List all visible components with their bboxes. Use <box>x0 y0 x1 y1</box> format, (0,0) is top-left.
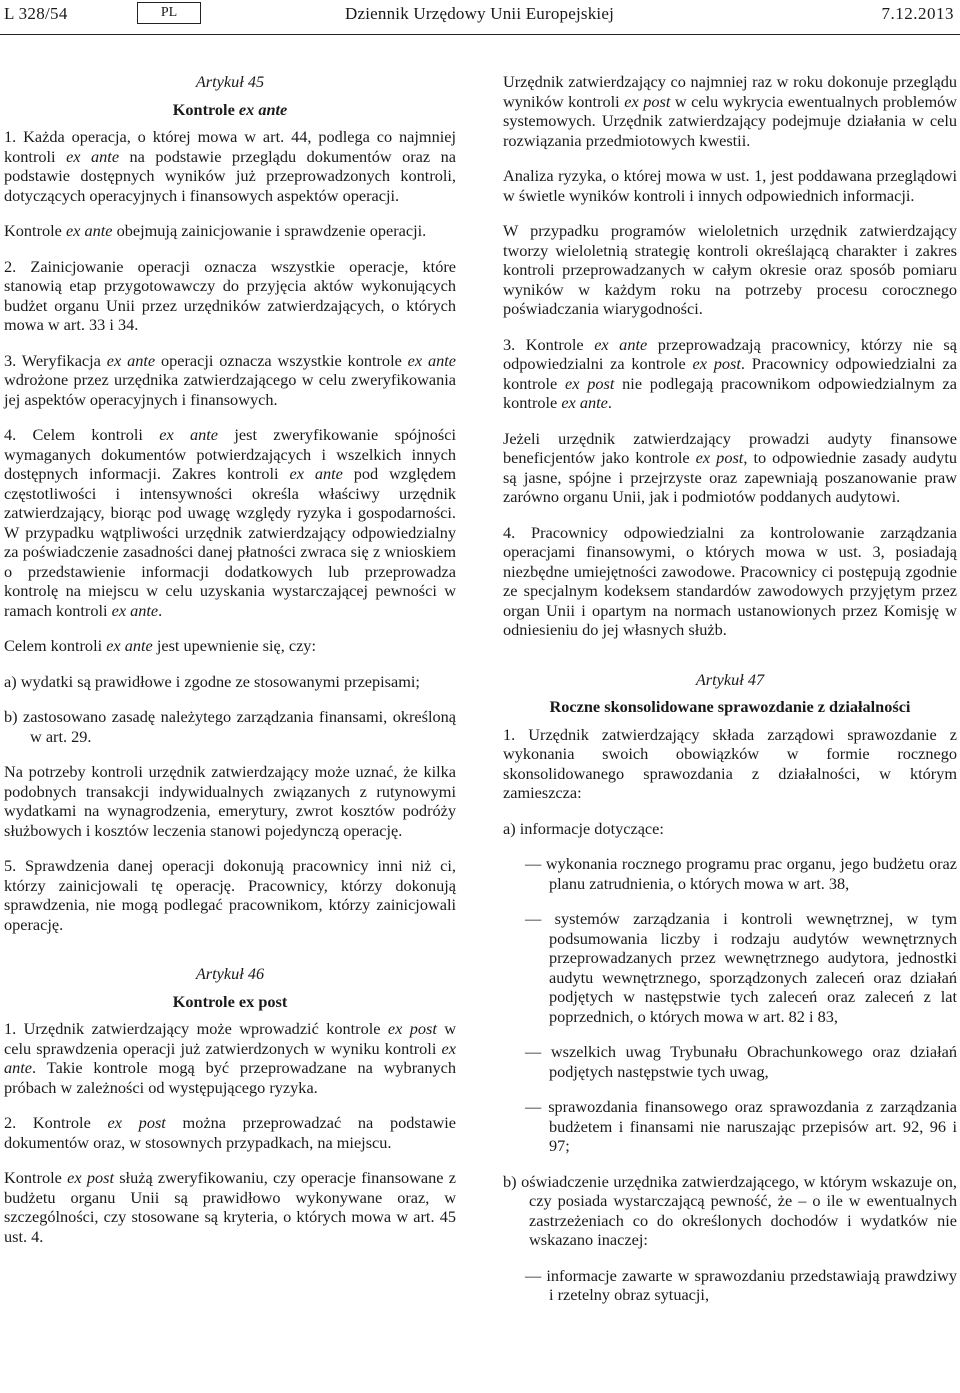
art45-para-8: 5. Sprawdzenia danej operacji dokonują pracownicy inni niż ci, którzy zainicjowali tę operację. Pracownicy, którzy dokonują sprawdzenia, nie mogą podlegać pracownikom, którzy zainicjowali operację. <box>4 856 456 934</box>
art45-para-3: 2. Zainicjowanie operacji oznacza wszystkie operacje, które stanowią etap przygotowawczy do przyjęcia aktów wykonujących budżet organu Unii przez urzędników zatwierdzających, o których mowa w art. 33 i 34. <box>4 256 456 334</box>
article-47-number: Artykuł 47 <box>695 669 765 689</box>
art46-para-7: 3. Kontrole ex ante przeprowadzają pracownicy, którzy nie są odpowiedzialni za kontrole ex post. Pracownicy odpowiedzialni za kontrole ex post nie podlegają pracownikom odpowiedzialnym za kontrole ex ante. <box>503 334 958 412</box>
art46-para-6: W przypadku programów wieloletnich urzędnik zatwierdzający tworzy wieloletnią strategię kontroli określającą charakter i zakres kontroli przeprowadzanych w całym okresie oraz sposób pomiaru wyników w każdym roku na potrzeby procesu corocznego poświadczania wiarygodności. <box>503 221 957 318</box>
article-46-number: Artykuł 46 <box>195 964 265 983</box>
art45-para-4: 3. Weryfikacja ex ante operacji oznacza wszystkie kontrole ex ante wdrożone przez urzędnika zatwierdzającego w celu zweryfikowania jej aspektów operacyjnych i finansowych. <box>4 350 457 409</box>
publication-date: 7.12.2013 <box>881 4 954 23</box>
list-item-b: b) oświadczenie urzędnika zatwierdzającego, w którym wskazuje on, czy posiada wystarczającą pewność, że – o ile w ewentualnych zastrzeżeniach co do określonych dochodów i wydatków nie wskazano inaczej: <box>503 1171 957 1249</box>
article-46-title: Kontrole ex post <box>172 991 288 1011</box>
list-item-b: b) zastosowano zasadę należytego zarządzania finansami, określoną w art. 29. <box>4 707 456 746</box>
article-45-number: Artykuł 45 <box>195 72 265 91</box>
list-item-a: a) informacje dotyczące: <box>503 818 664 838</box>
list-item-a: a) wydatki są prawidłowe i zgodne ze stosowanymi przepisami; <box>4 671 420 691</box>
art45-para-1: 1. Każda operacja, o której mowa w art. 44, podlega co najmniej kontroli ex ante na podstawie przeglądu dokumentów oraz na podstawie dostępnych wyników już przeprowadzonych kontroli, dotyczących operacyjnych i finansowych aspektów operacji. <box>4 127 457 205</box>
art46-para-3: Kontrole ex post służą zweryfikowaniu, czy operacje finansowane z budżetu organu Unii są prawidłowo wykonywane oraz, w szczególności, czy stosowane są kryteria, o których mowa w art. 45 ust. 4. <box>4 1168 456 1246</box>
art47-para-1: 1. Urzędnik zatwierdzający składa zarządowi sprawozdanie z wykonania swoich obowiązków w formie rocznego skonsolidowanego sprawozdania z działalności, w którym zamieszcza: <box>503 724 957 802</box>
art46-para-4: Urzędnik zatwierdzający co najmniej raz w roku dokonuje przeglądu wyników kontroli ex post w celu wykrycia ewentualnych problemów systemowych. Urzędnik zatwierdzający podejmuje działania w celu rozwiązania przedmiotowych kwestii. <box>503 72 958 150</box>
article-47-title: Roczne skonsolidowane sprawozdanie z działalności <box>549 697 911 716</box>
art45-para-6: Celem kontroli ex ante jest upewnienie się, czy: <box>4 636 316 655</box>
art45-para-5: 4. Celem kontroli ex ante jest zweryfikowanie spójności wymaganych dokumentów potwierdzających i wszelkich innych dostępnych informacji. Zakres kontroli ex ante pod względem częstotliwości i intensywności określa właściwy urzędnik zatwierdzający, biorąc pod uwagę względy ryzyka i gospodarności. W przypadku wątpliwości urzędnik zatwierdzający odpowiedzialny za poświadczenie zasadności danej płatności zwraca się z wnioskiem o przedstawienie informacji dodatkowych lub przeprowadza kontrolę na miejscu w celu uzyskania wystarczającej pewności w ramach kontroli ex ante. <box>4 425 456 620</box>
art45-para-7: Na potrzeby kontroli urzędnik zatwierdzający może uznać, że kilka podobnych transakcji indywidualnych związanych z rutynowymi wydatkami na wynagrodzenia, emerytury, zwrot kosztów podróży służbowych i kosztów leczenia stanowi pojedynczą operację. <box>4 762 456 840</box>
article-45-title: Kontrole ex ante <box>172 99 288 119</box>
page-reference: L 328/54 <box>4 4 68 23</box>
art46-para-2: 2. Kontrole ex post można przeprowadzać na podstawie dokumentów oraz, w stosownych przypadkach, na miejscu. <box>4 1113 456 1152</box>
art46-para-1: 1. Urzędnik zatwierdzający może wprowadzić kontrole ex post w celu sprawdzenia operacji już zatwierdzonych w wyniku kontroli ex ante. Takie kontrole mogą być przeprowadzane na wybranych próbach w zależności od występującego ryzyka. <box>4 1019 457 1097</box>
journal-title: Dziennik Urzędowy Unii Europejskiej <box>345 4 615 23</box>
page-header <box>0 0 960 30</box>
language-box: PL <box>137 2 201 24</box>
dash-item: — wszelkich uwag Trybunału Obrachunkowego oraz działań podjętych następstwie tych uwag, <box>525 1042 957 1081</box>
art45-para-2: Kontrole ex ante obejmują zainicjowanie i sprawdzenie operacji. <box>4 221 427 240</box>
dash-item: — systemów zarządzania i kontroli wewnętrznej, w tym podsumowania liczby i rodzaju audytów wewnętrznych przeprowadzanych przez wewnętrznego audytora, jednostki audytu wewnętrznego, sporządzonych zaleceń oraz działań podjętych w następstwie tych zaleceń oraz zaleceń z lat poprzednich, o których mowa w art. 82 i 83, <box>525 909 957 1026</box>
art46-para-9: 4. Pracownicy odpowiedzialni za kontrolowanie zarządzania operacjami finansowymi, o których mowa w ust. 3, posiadają niezbędne umiejętności zawodowe. Pracownicy ci postępują zgodnie ze specjalnym kodeksem standardów zawodowych przyjętym przez organ Unii i opartym na normach ustanowionych przez Komisję w odniesieniu do jej własnych służb. <box>503 522 957 639</box>
dash-item: — wykonania rocznego programu prac organu, jego budżetu oraz planu zatrudnienia, o których mowa w art. 38, <box>525 854 957 893</box>
art46-para-8: Jeżeli urzędnik zatwierdzający prowadzi audyty finansowe beneficjentów jako kontrole ex post, to odpowiednie zasady audytu są jasne, spójne i przejrzyste oraz zapewniają poszanowanie praw zarówno organu Unii, jak i podmiotów poddanych audytowi. <box>503 428 957 506</box>
dash-item: — informacje zawarte w sprawozdaniu przedstawiają prawdziwy i rzetelny obraz sytuacji, <box>525 1265 957 1304</box>
dash-item: — sprawozdania finansowego oraz sprawozdania z zarządzania budżetem i finansami nie naruszając przepisów art. 92, 96 i 97; <box>525 1097 957 1155</box>
left-column <box>4 72 456 1262</box>
header-rule <box>0 34 960 35</box>
right-column <box>503 72 957 1321</box>
art46-para-5: Analiza ryzyka, o której mowa w ust. 1, jest poddawana przeglądowi w świetle wyników kontroli i innych odpowiednich informacji. <box>503 166 957 205</box>
